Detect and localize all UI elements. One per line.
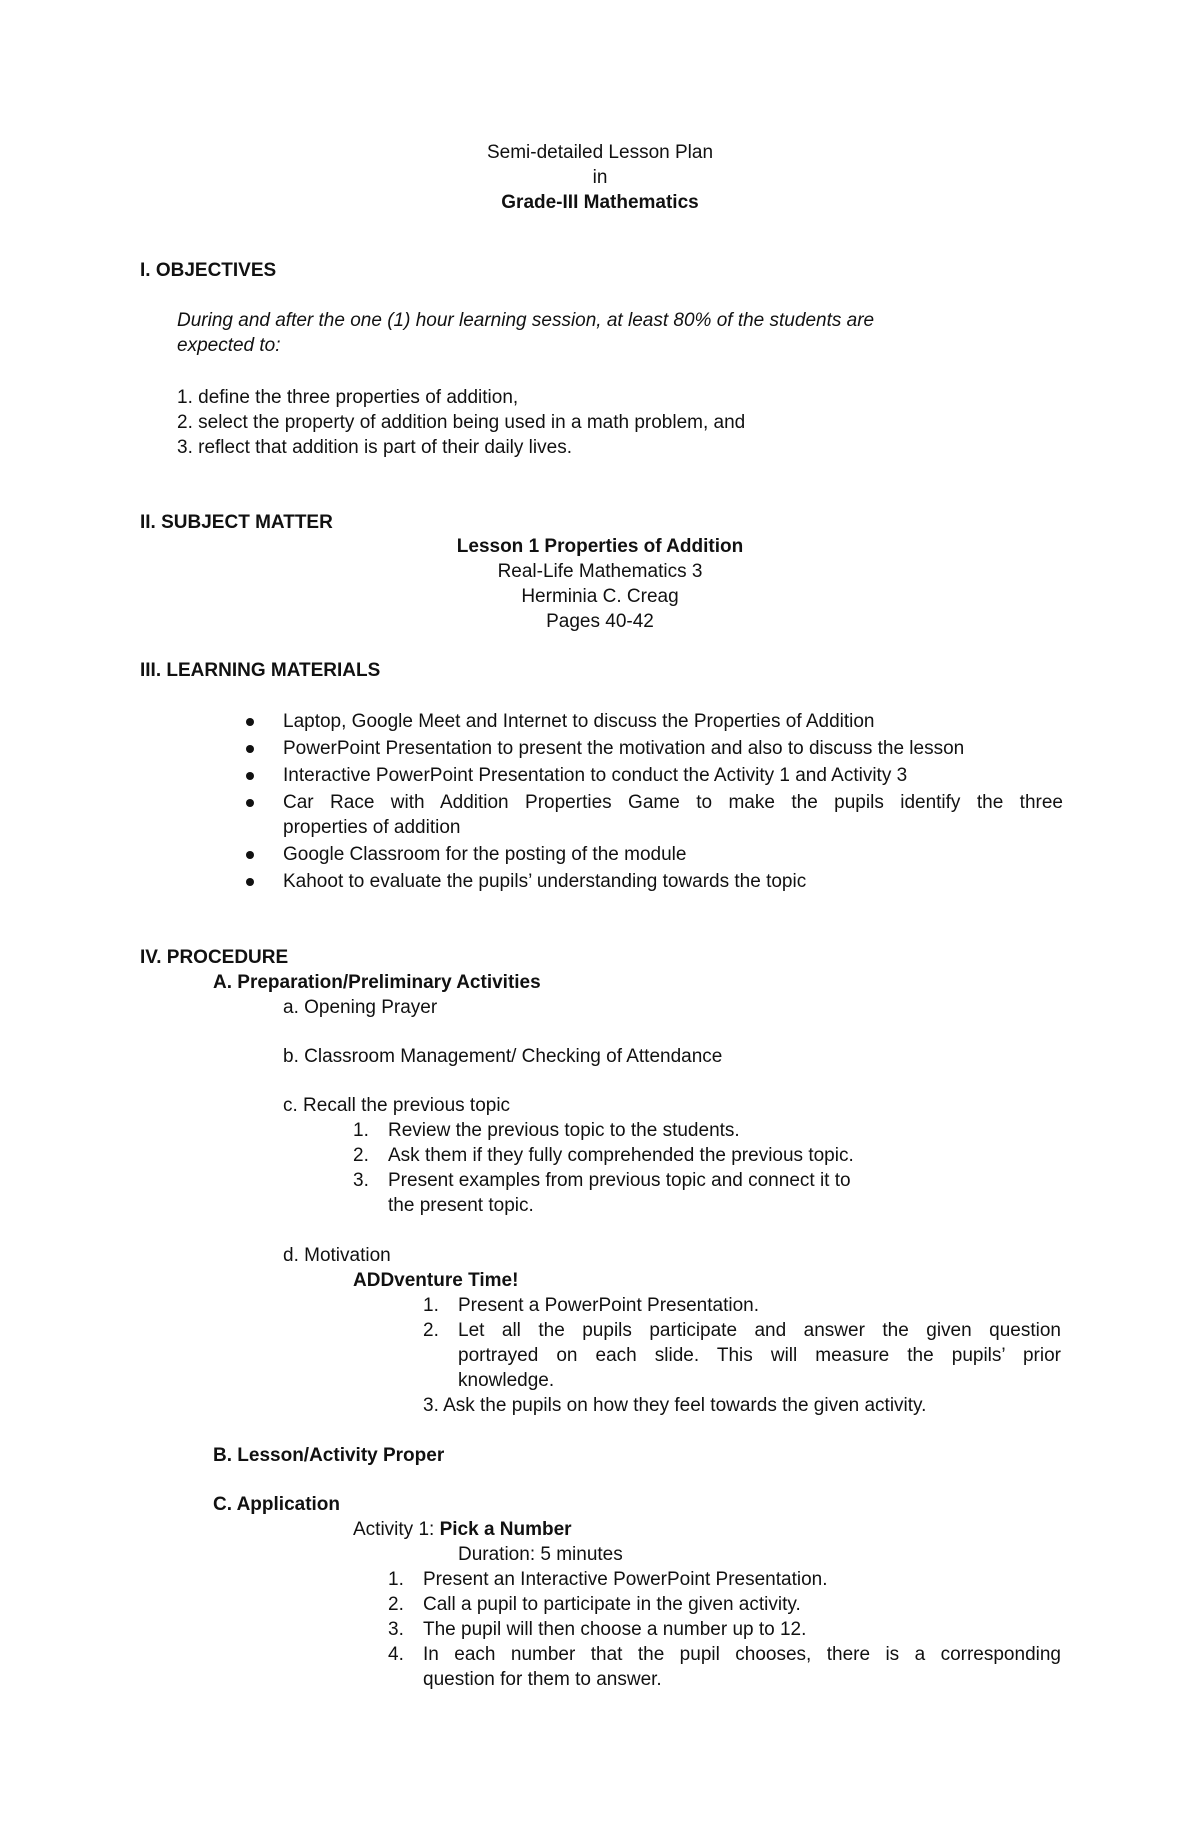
objectives-intro-line2: expected to: bbox=[177, 335, 281, 356]
application-num-1: 1. bbox=[388, 1569, 404, 1590]
opening-prayer: a. Opening Prayer bbox=[283, 997, 438, 1018]
application-num-2: 2. bbox=[388, 1594, 404, 1615]
application-item-4-line1: In each number that the pupil chooses, there is a corresponding bbox=[423, 1644, 1061, 1665]
material-item-powerpoint: PowerPoint Presentation to present the motivation and also to discuss the lesson bbox=[283, 738, 965, 759]
book-author: Herminia C. Creag bbox=[521, 586, 679, 607]
objectives-heading: I. OBJECTIVES bbox=[140, 260, 277, 281]
procedure-heading: IV. PROCEDURE bbox=[140, 947, 289, 968]
document-title-line2: in bbox=[592, 167, 608, 188]
recall-item-3-line2: the present topic. bbox=[388, 1195, 534, 1216]
recall-item-3-line1: Present examples from previous topic and connect it to bbox=[388, 1170, 851, 1191]
document-title-line1: Semi-detailed Lesson Plan bbox=[486, 142, 714, 163]
motivation-num-2: 2. bbox=[423, 1320, 439, 1341]
material-item-google-classroom: Google Classroom for the posting of the module bbox=[283, 844, 687, 865]
application-num-4: 4. bbox=[388, 1644, 404, 1665]
application-item-1: Present an Interactive PowerPoint Presentation. bbox=[423, 1569, 828, 1590]
motivation-item-3: 3. Ask the pupils on how they feel towards the given activity. bbox=[423, 1395, 927, 1416]
objectives-intro-line1: During and after the one (1) hour learning session, at least 80% of the students are bbox=[177, 310, 875, 331]
recall-item-2: Ask them if they fully comprehended the previous topic. bbox=[388, 1145, 854, 1166]
objective-item-1: 1. define the three properties of addition, bbox=[177, 387, 519, 408]
application-num-3: 3. bbox=[388, 1619, 404, 1640]
motivation-item-1: Present a PowerPoint Presentation. bbox=[458, 1295, 760, 1316]
section-c-heading: C. Application bbox=[213, 1494, 341, 1515]
motivation-item-2-line3: knowledge. bbox=[458, 1370, 555, 1391]
application-item-2: Call a pupil to participate in the given activity. bbox=[423, 1594, 801, 1615]
motivation-num-1: 1. bbox=[423, 1295, 439, 1316]
application-item-3: The pupil will then choose a number up to 12. bbox=[423, 1619, 807, 1640]
material-item-kahoot: Kahoot to evaluate the pupils’ understanding towards the topic bbox=[283, 871, 807, 892]
section-b-heading: B. Lesson/Activity Proper bbox=[213, 1445, 445, 1466]
material-item-car-race-line1: Car Race with Addition Properties Game to make the pupils identify the three bbox=[283, 792, 1063, 813]
recall-heading: c. Recall the previous topic bbox=[283, 1095, 511, 1116]
bullet-icon bbox=[246, 772, 254, 780]
book-title: Real-Life Mathematics 3 bbox=[497, 561, 703, 582]
bullet-icon bbox=[246, 799, 254, 807]
activity-1-title bbox=[353, 1517, 572, 1542]
material-item-interactive-ppt: Interactive PowerPoint Presentation to conduct the Activity 1 and Activity 3 bbox=[283, 765, 908, 786]
recall-num-1: 1. bbox=[353, 1120, 369, 1141]
objective-item-3: 3. reflect that addition is part of their daily lives. bbox=[177, 437, 572, 458]
bullet-icon bbox=[246, 718, 254, 726]
motivation-heading: d. Motivation bbox=[283, 1245, 391, 1266]
bullet-icon bbox=[246, 745, 254, 753]
section-a-heading: A. Preparation/Preliminary Activities bbox=[213, 972, 541, 993]
document-title-subject: Grade-III Mathematics bbox=[501, 192, 699, 213]
lesson-title: Lesson 1 Properties of Addition bbox=[456, 536, 744, 557]
motivation-title: ADDventure Time! bbox=[353, 1270, 519, 1291]
recall-num-2: 2. bbox=[353, 1145, 369, 1166]
bullet-icon bbox=[246, 851, 254, 859]
motivation-item-2-line1: Let all the pupils participate and answer the given question bbox=[458, 1320, 1061, 1341]
activity-1-duration: Duration: 5 minutes bbox=[458, 1544, 623, 1565]
learning-materials-heading: III. LEARNING MATERIALS bbox=[140, 660, 381, 681]
material-item-laptop: Laptop, Google Meet and Internet to discuss the Properties of Addition bbox=[283, 711, 875, 732]
classroom-management: b. Classroom Management/ Checking of Attendance bbox=[283, 1046, 723, 1067]
bullet-icon bbox=[246, 878, 254, 886]
activity-1-prefix: Activity 1: bbox=[353, 1519, 440, 1540]
application-item-4-line2: question for them to answer. bbox=[423, 1669, 662, 1690]
motivation-item-2-line2: portrayed on each slide. This will measure the pupils’ prior bbox=[458, 1345, 1061, 1366]
objective-item-2: 2. select the property of addition being used in a math problem, and bbox=[177, 412, 746, 433]
recall-num-3: 3. bbox=[353, 1170, 369, 1191]
subject-matter-heading: II. SUBJECT MATTER bbox=[140, 512, 333, 533]
recall-item-1: Review the previous topic to the students. bbox=[388, 1120, 740, 1141]
book-pages: Pages 40-42 bbox=[546, 611, 654, 632]
material-item-car-race-line2: properties of addition bbox=[283, 817, 461, 838]
activity-1-name: Pick a Number bbox=[439, 1519, 572, 1540]
